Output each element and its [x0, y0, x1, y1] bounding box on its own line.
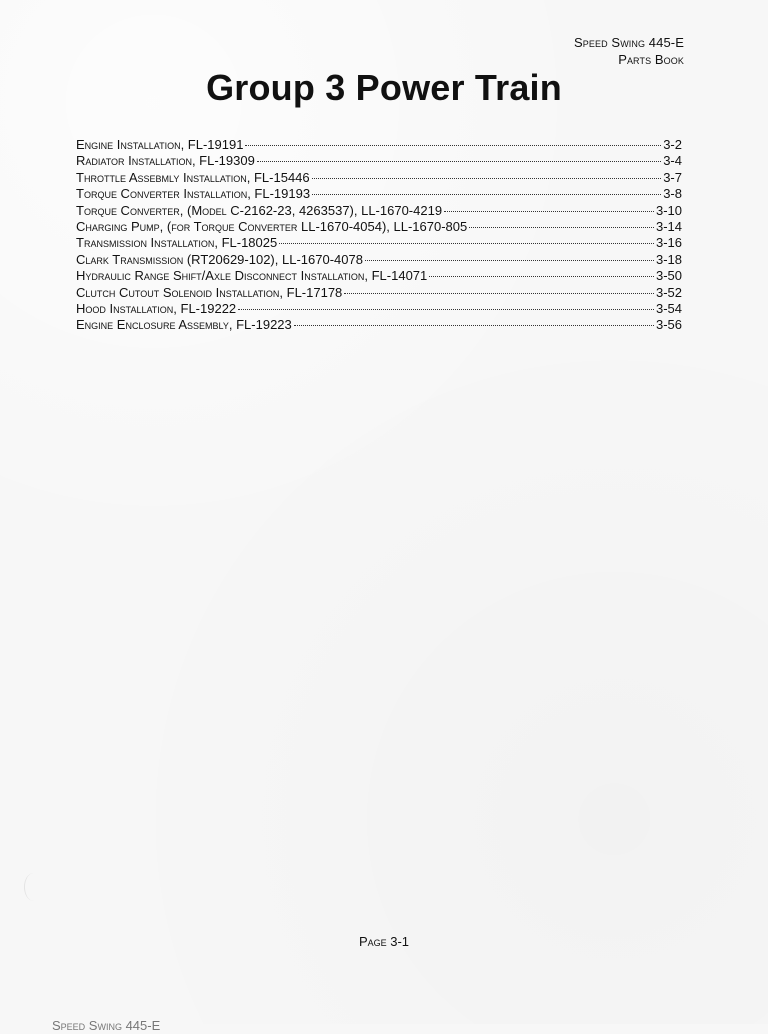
- dot-leader: [312, 194, 661, 195]
- toc-item-radiator-installation: [76, 153, 682, 169]
- toc-item-page: 3-14: [655, 219, 682, 235]
- toc-item-page: 3-18: [655, 251, 682, 267]
- dot-leader: [365, 260, 654, 261]
- toc-item-hydraulic-range-shift: [76, 268, 682, 284]
- toc-item-hood-installation: [76, 301, 682, 317]
- toc-item-engine-enclosure: [76, 317, 682, 333]
- toc-item-transmission-installation: [76, 235, 682, 251]
- dot-leader: [312, 178, 662, 179]
- toc-item-title: Clutch Cutout Solenoid Installation, FL-17178: [76, 284, 343, 300]
- toc-item-page: 3-54: [655, 301, 682, 317]
- next-page-header-fragment: Speed Swing 445-E: [52, 1018, 161, 1033]
- toc-item-page: 3-50: [655, 268, 682, 284]
- dot-leader: [245, 145, 661, 146]
- toc-item-page: 3-7: [663, 169, 682, 185]
- scan-mark: [24, 873, 43, 901]
- dot-leader: [344, 293, 654, 294]
- toc-item-title: Radiator Installation, FL-19309: [76, 153, 255, 169]
- toc-item-page: 3-2: [663, 137, 682, 152]
- page-title: Group 3 Power Train: [206, 67, 562, 108]
- toc-item-page: 3-16: [655, 235, 682, 251]
- toc-item-throttle-assembly: [76, 170, 682, 186]
- dot-leader: [429, 276, 654, 277]
- toc-item-charging-pump: [76, 219, 682, 235]
- header-product: Speed Swing 445-E: [574, 35, 684, 50]
- page-number: Page 3-1: [358, 934, 410, 949]
- toc-item-page: 3-56: [655, 317, 682, 333]
- toc-item-title: Transmission Installation, FL-18025: [76, 235, 278, 251]
- dot-leader: [238, 309, 654, 310]
- toc-item-torque-converter-installation: [76, 186, 682, 202]
- dot-leader: [444, 211, 654, 212]
- toc-item-torque-converter: [76, 203, 682, 219]
- toc-item-page: 3-8: [663, 186, 682, 202]
- toc-item-title: Clark Transmission (RT20629-102), LL-1670-4078: [76, 251, 363, 267]
- dot-leader: [469, 227, 654, 228]
- toc-item-title: Charging Pump, (for Torque Converter LL-1670-4054), LL-1670-805: [76, 219, 468, 235]
- dot-leader: [257, 161, 661, 162]
- toc-item-clutch-cutout-solenoid: [76, 285, 682, 301]
- dot-leader: [279, 243, 654, 244]
- toc-item-page: 3-10: [655, 202, 682, 218]
- toc-item-title: Engine Installation, FL-19191: [76, 137, 244, 152]
- toc-item-title: Engine Enclosure Assembly, FL-19223: [76, 317, 292, 333]
- toc-item-title: Torque Converter, (Model C-2162-23, 4263537), LL-1670-4219: [76, 202, 443, 218]
- toc-item-page: 3-4: [663, 153, 682, 169]
- document-header: [574, 34, 684, 68]
- table-of-contents: [76, 137, 682, 334]
- dot-leader: [294, 325, 654, 326]
- toc-item-title: Torque Converter Installation, FL-19193: [76, 186, 311, 202]
- toc-item-title: Hydraulic Range Shift/Axle Disconnect Installation, FL-14071: [76, 268, 428, 284]
- toc-item-clark-transmission: [76, 252, 682, 268]
- toc-item-title: Throttle Assebmly Installation, FL-15446: [76, 169, 310, 185]
- toc-item-page: 3-52: [655, 284, 682, 300]
- header-book: Parts Book: [618, 52, 684, 67]
- toc-item-engine-installation: [76, 137, 682, 153]
- toc-item-title: Hood Installation, FL-19222: [76, 301, 237, 317]
